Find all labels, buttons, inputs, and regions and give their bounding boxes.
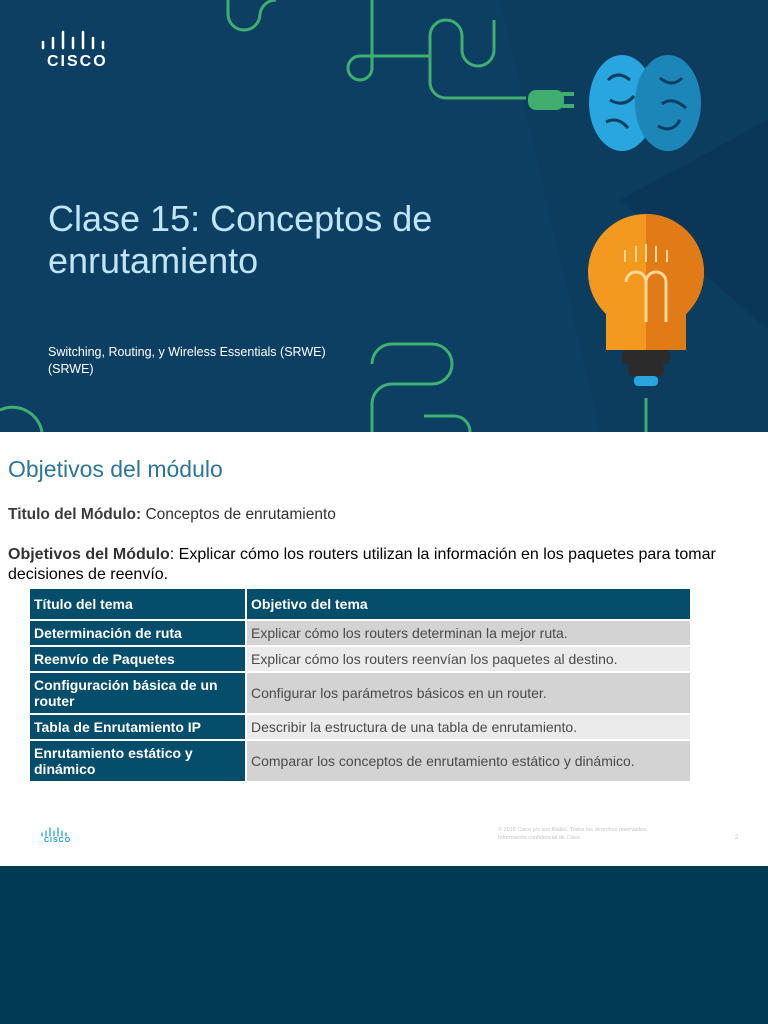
page-number: 2: [735, 835, 739, 841]
module-title-value: Conceptos de enrutamiento: [145, 506, 336, 523]
module-objective-value: : Explicar cómo los routers utilizan la información en los paquetes para tomar decisiones de reenvío.: [8, 546, 716, 583]
table-row: [30, 715, 690, 739]
copyright-line: © 2016 Cisco y/o sus filiales. Todos los derechos reservados.: [498, 827, 648, 833]
topic-objective-cell: Comparar los conceptos de enrutamiento estático y dinámico.: [247, 741, 690, 781]
table-header-cell: Objetivo del tema: [247, 589, 690, 619]
topic-title-cell: Determinación de ruta: [30, 621, 245, 645]
topic-title-cell: Tabla de Enrutamiento IP: [30, 715, 245, 739]
brain-icon: [589, 55, 701, 151]
module-title: [8, 506, 336, 524]
confidential-line: Información confidencial de Cisco: [498, 835, 581, 841]
topic-title-cell: Reenvío de Paquetes: [30, 647, 245, 671]
cisco-logo-text: CISCO: [47, 53, 108, 70]
table-row: [30, 673, 690, 713]
footer-copyright: [498, 826, 647, 842]
module-title-label: Titulo del Módulo:: [8, 506, 142, 523]
slide-subtitle-abbrev: (SRWE): [48, 362, 94, 376]
table-header-row: [30, 589, 690, 619]
table-header-cell: Título del tema: [30, 589, 245, 619]
topic-objective-cell: Explicar cómo los routers reenvían los paquetes al destino.: [247, 647, 690, 671]
table-row: [30, 621, 690, 645]
module-objective: [8, 545, 748, 585]
objectives-heading: Objetivos del módulo: [8, 456, 223, 482]
objectives-slide: [0, 432, 768, 866]
footer-logo-text: CISCO: [44, 837, 72, 844]
topic-objective-cell: Explicar cómo los routers determinan la mejor ruta.: [247, 621, 690, 645]
topic-title-cell: Configuración básica de un router: [30, 673, 245, 713]
outer-background: [0, 866, 768, 1024]
topic-title-cell: Enrutamiento estático y dinámico: [30, 741, 245, 781]
topic-objective-cell: Configurar los parámetros básicos en un router.: [247, 673, 690, 713]
topics-table: [28, 587, 692, 783]
slide-subtitle: Switching, Routing, y Wireless Essentials (SRWE): [48, 345, 326, 359]
module-objective-label: Objetivos del Módulo: [8, 546, 170, 563]
title-slide: [0, 0, 768, 432]
table-row: [30, 647, 690, 671]
slide-title: Clase 15: Conceptos de enrutamiento: [48, 198, 433, 281]
topic-objective-cell: Describir la estructura de una tabla de enrutamiento.: [247, 715, 690, 739]
table-row: [30, 741, 690, 781]
